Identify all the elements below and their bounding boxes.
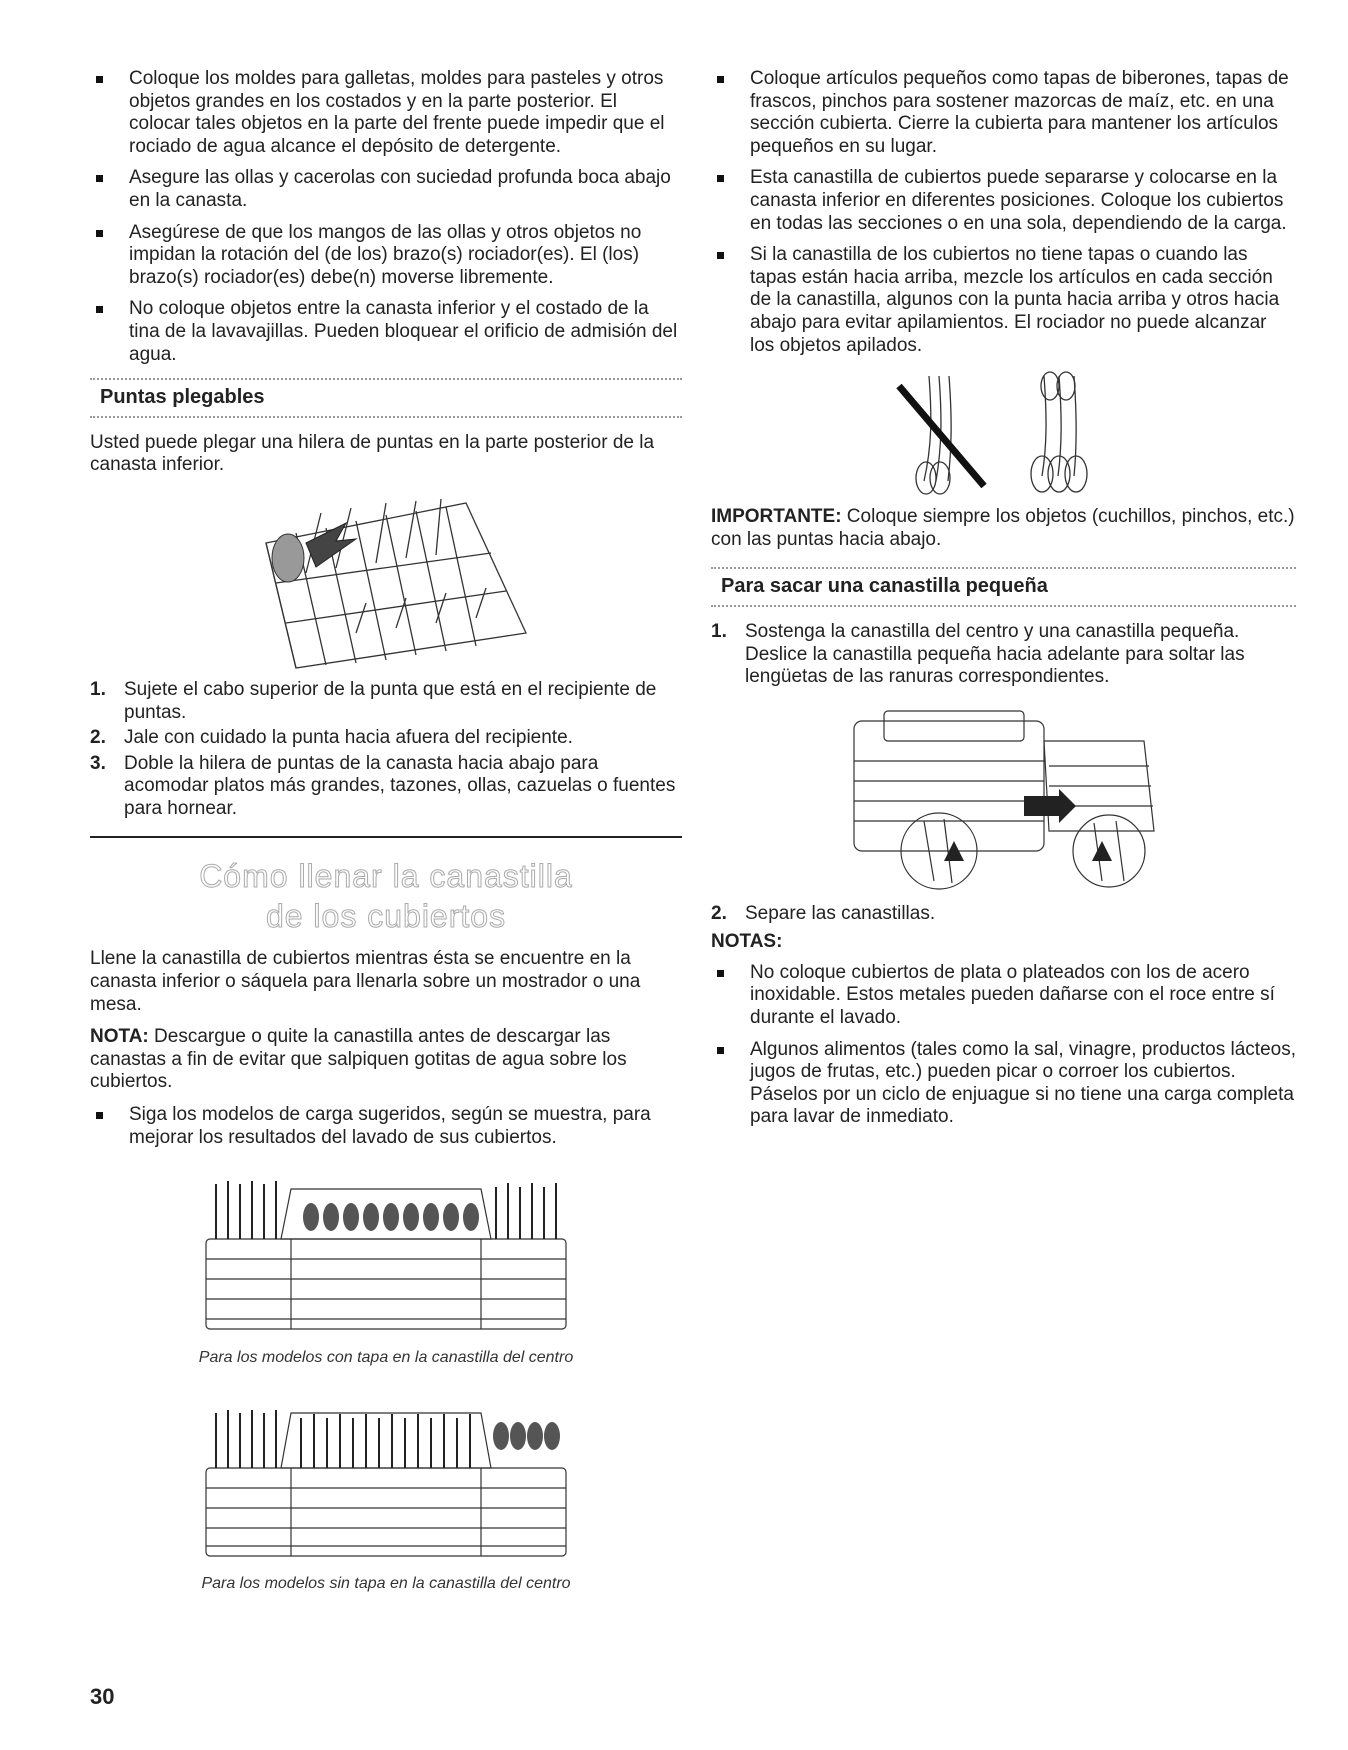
fill-paragraph: Llene la canastilla de cubiertos mientras ésta se encuentre en la canasta inferior o sáquela para llenarla sobre un mostrador o una mesa. bbox=[90, 948, 641, 1015]
list-item: Asegúrese de que los mangos de las ollas y otros objetos no impidan la rotación del (de los) brazo(s) rociador(es). El (los) brazo(s) rociador(es) debe(n) moverse libremente. bbox=[90, 222, 682, 290]
list-item: Si la canastilla de los cubiertos no tiene tapas o cuando las tapas están hacia arriba, mezcle los artículos en cada sección de la canastilla, algunos con la punta hacia arriba y otros hacia abajo para evitar apilamientos. El rociador no puede alcanzar los objetos apilados. bbox=[711, 244, 1296, 357]
list-item: No coloque objetos entre la canasta inferior y el costado de la tina de la lavavajillas. Pueden bloquear el orificio de admisión del agua. bbox=[90, 298, 682, 366]
basket-with-covers-illustration bbox=[196, 1169, 576, 1339]
utensil-orientation-illustration bbox=[884, 366, 1124, 496]
notes-label: NOTAS: bbox=[711, 931, 783, 953]
list-item: 2. Separe las canastillas. bbox=[711, 902, 936, 924]
loading-tips-list bbox=[90, 68, 682, 366]
page-number: 30 bbox=[90, 1684, 115, 1709]
list-item: Coloque los moldes para galletas, moldes para pasteles y otros objetos grandes en los costados y en la parte posterior. El colocar tales objetos en la parte del frente puede impedir que el rociado de agua alcance el depósito de detergente. bbox=[90, 68, 682, 158]
basket-without-covers-illustration bbox=[196, 1398, 576, 1563]
right-column bbox=[711, 68, 1296, 1138]
notes-list bbox=[711, 962, 1296, 1129]
small-basket-steps bbox=[711, 621, 1296, 689]
list-item: Asegure las ollas y cacerolas con suciedad profunda boca abajo en la canasta. bbox=[90, 167, 682, 212]
load-list bbox=[90, 1104, 682, 1149]
list-item: Esta canastilla de cubiertos puede separarse y colocarse en la canasta inferior en diferentes posiciones. Coloque los cubiertos en todas las secciones o en una sola, dependiendo de la carga. bbox=[711, 167, 1296, 235]
small-basket-steps-2 bbox=[711, 903, 1296, 926]
important-paragraph: IMPORTANTE: Coloque siempre los objetos (cuchillos, pinchos, etc.) con las puntas hacia abajo. bbox=[711, 506, 1295, 550]
section-title: Cómo llenar la canastilla de los cubiertos bbox=[199, 858, 573, 935]
list-item: 3. Doble la hilera de puntas de la canasta hacia abajo para acomodar platos más grandes, tazones, ollas, cazuelas o fuentes para hornear. bbox=[90, 752, 676, 819]
list-item: Algunos alimentos (tales como la sal, vinagre, productos lácteos, jugos de frutas, etc.) pueden picar o corroer los cubiertos. Páselos por un ciclo de enjuague si no tiene una carga completa para lavar de inmediato. bbox=[711, 1039, 1296, 1129]
note-paragraph: NOTA: Descargue o quite la canastilla antes de descargar las canastas a fin de evitar que salpiquen gotitas de agua sobre los cubiertos. bbox=[90, 1026, 627, 1093]
list-item: 1. Sostenga la canastilla del centro y una canastilla pequeña. Deslice la canastilla pequeña hacia adelante para soltar las lengüetas de las ranuras correspondientes. bbox=[711, 620, 1245, 688]
tines-intro: Usted puede plegar una hilera de puntas en la parte posterior de la canasta inferior. bbox=[90, 431, 655, 476]
tines-heading: Puntas plegables bbox=[90, 378, 682, 418]
left-column bbox=[90, 68, 682, 1595]
basket-tips-list bbox=[711, 68, 1296, 357]
list-item: 1. Sujete el cabo superior de la punta que está en el recipiente de puntas. bbox=[90, 678, 657, 723]
list-item: Siga los modelos de carga sugeridos, según se muestra, para mejorar los resultados del lavado de sus cubiertos. bbox=[90, 1104, 682, 1149]
caption-with-covers: Para los modelos con tapa en la canastilla del centro bbox=[198, 1349, 574, 1367]
caption-without-covers: Para los modelos sin tapa en la canastilla del centro bbox=[201, 1574, 571, 1592]
list-item: Coloque artículos pequeños como tapas de biberones, tapas de frascos, pinchos para sostener mazorcas de maíz, etc. en una sección cubierta. Cierre la cubierta para mantener los artículos pequeños en su lugar. bbox=[711, 68, 1296, 158]
tines-steps bbox=[90, 679, 682, 821]
list-item: No coloque cubiertos de plata o plateados con los de acero inoxidable. Estos metales pueden dañarse con el roce entre sí durante el lavado. bbox=[711, 962, 1296, 1030]
small-basket-heading: Para sacar una canastilla pequeña bbox=[711, 567, 1296, 607]
remove-small-basket-illustration bbox=[844, 701, 1164, 891]
folding-tines-illustration bbox=[236, 483, 536, 673]
list-item: 2. Jale con cuidado la punta hacia afuera del recipiente. bbox=[90, 727, 573, 749]
section-divider bbox=[90, 836, 682, 838]
